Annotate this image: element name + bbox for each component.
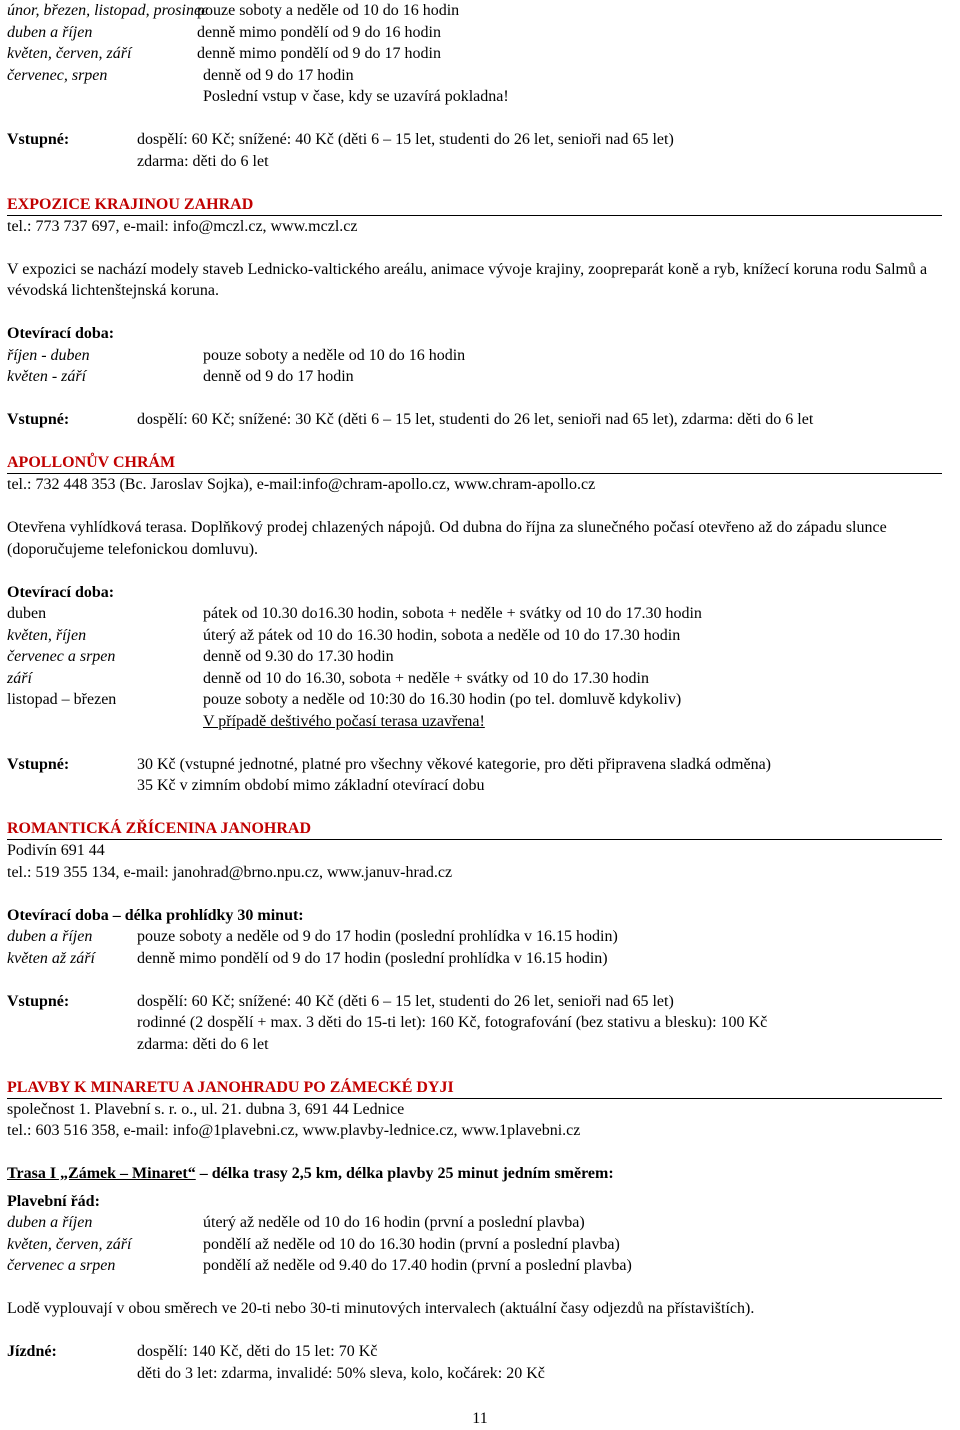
hours-label: říjen - duben — [7, 346, 90, 364]
schedule-label: červenec a srpen — [7, 1257, 116, 1274]
hours-value: pouze soboty a neděle od 10 do 16 hodin — [197, 2, 460, 19]
company-line: společnost 1. Plavební s. r. o., ul. 21. dubna 3, 691 44 Lednice — [7, 1100, 405, 1118]
page-number: 11 — [472, 1410, 488, 1427]
schedule-title: Plavební řád: — [7, 1192, 100, 1210]
hours-row — [7, 926, 942, 948]
hours-table-1 — [7, 0, 942, 108]
hours-label: květen, říjen — [7, 626, 87, 644]
hours-value: pouze soboty a neděle od 9 do 17 hodin (poslední prohlídka v 16.15 hodin) — [137, 928, 618, 945]
hours-label: duben a říjen — [7, 928, 93, 945]
admission-label: Vstupné: — [7, 755, 70, 773]
rain-notice: V případě deštivého počasí terasa uzavřena! — [203, 712, 485, 730]
hours-value: Poslední vstup v čase, kdy se uzavírá pokladna! — [203, 88, 509, 105]
hours-label: duben — [7, 605, 47, 622]
admission-line: rodinné (2 dospělí + max. 3 děti do 15-ti let): 160 Kč, fotografování (bez stativu a blesku): 100 Kč — [137, 1014, 768, 1031]
hours-value: pouze soboty a neděle od 10 do 16 hodin — [203, 346, 466, 364]
hours-value: pouze soboty a neděle od 10:30 do 16.30 hodin (po tel. domluvě kdykoliv) — [203, 691, 682, 708]
hours-value: denně mimo pondělí od 9 do 16 hodin — [197, 23, 441, 41]
section-title-expozice: EXPOZICE KRAJINOU ZAHRAD — [7, 194, 942, 216]
fare-line: dospělí: 140 Kč, děti do 15 let: 70 Kč — [137, 1343, 378, 1360]
hours-label: červenec, srpen — [7, 66, 108, 84]
hours-label: únor, březen, listopad, prosinec — [7, 2, 209, 19]
hours-label: červenec a srpen — [7, 648, 116, 665]
departure-note: Lodě vyplouvají v obou směrech ve 20-ti nebo 30-ti minutových intervalech (aktuální časy odjezdů na přístavištích). — [7, 1300, 755, 1317]
admission-label: Vstupné: — [7, 411, 70, 428]
hours-value: denně mimo pondělí od 9 do 17 hodin — [197, 45, 441, 62]
hours-row — [7, 366, 942, 388]
hours-value: denně od 9 do 17 hodin — [203, 66, 354, 84]
schedule-row — [7, 1212, 942, 1234]
schedule-value: úterý až neděle od 10 do 16 hodin (první a poslední plavba) — [203, 1214, 585, 1231]
section-title-plavby: PLAVBY K MINARETU A JANOHRADU PO ZÁMECKÉ DYJI — [7, 1077, 942, 1099]
schedule-row — [7, 1234, 942, 1256]
document-page — [7, 0, 942, 1384]
admission-line: 30 Kč (vstupné jednotné, platné pro všechny věkové kategorie, pro děti připravena sladká odměna) — [137, 755, 772, 773]
fare-label: Jízdné: — [7, 1343, 57, 1360]
contact-line: tel.: 732 448 353 (Bc. Jaroslav Sojka), e-mail:info@chram-apollo.cz, www.chram-apollo.cz — [7, 476, 596, 493]
hours-row — [7, 345, 942, 367]
hours-row — [7, 668, 942, 690]
schedule-value: pondělí až neděle od 9.40 do 17.40 hodin (první a poslední plavba) — [203, 1257, 632, 1274]
admission-label: Vstupné: — [7, 992, 70, 1010]
route-name: Trasa I „Zámek – Minaret“ — [7, 1165, 196, 1182]
schedule-value: pondělí až neděle od 10 do 16.30 hodin (první a poslední plavba) — [203, 1235, 620, 1253]
admission-line: zdarma: děti do 6 let — [137, 1035, 269, 1053]
opening-hours-title: Otevírací doba: — [7, 325, 115, 342]
opening-hours-title: Otevírací doba: — [7, 583, 115, 601]
section-title-janohrad: ROMANTICKÁ ZŘÍCENINA JANOHRAD — [7, 818, 942, 840]
hours-value: úterý až pátek od 10 do 16.30 hodin, sobota a neděle od 10 do 17.30 hodin — [203, 626, 681, 644]
route-info: – délka trasy 2,5 km, délka plavby 25 minut jedním směrem: — [195, 1165, 614, 1182]
contact-line: tel.: 773 737 697, e-mail: info@mczl.cz, www.mczl.cz — [7, 217, 358, 235]
admission-line: 35 Kč v zimním období mimo základní otevírací dobu — [137, 777, 485, 794]
admission-label: Vstupné: — [7, 131, 70, 148]
admission-block-2 — [7, 409, 942, 431]
address-line: Podivín 691 44 — [7, 842, 105, 859]
hours-row — [7, 65, 942, 87]
hours-row — [7, 625, 942, 647]
hours-label: listopad – březen — [7, 691, 117, 708]
hours-label: květen, červen, září — [7, 45, 132, 62]
opening-hours-title: Otevírací doba – délka prohlídky 30 minut: — [7, 906, 304, 924]
hours-value: denně od 10 do 16.30, sobota + neděle + svátky od 10 do 17.30 hodin — [203, 669, 649, 687]
schedule-label: duben a říjen — [7, 1214, 93, 1231]
hours-label: duben a říjen — [7, 23, 93, 41]
route-heading — [7, 1163, 942, 1185]
section-description: Otevřena vyhlídková terasa. Doplňkový prodej chlazených nápojů. Od dubna do října za slunečného počasí otevřeno až do západu slunce (doporučujeme telefonickou domluvu). — [7, 519, 887, 558]
hours-value: denně mimo pondělí od 9 do 17 hodin (poslední prohlídka v 16.15 hodin) — [137, 949, 608, 967]
hours-row — [7, 0, 942, 22]
admission-block-1 — [7, 129, 942, 172]
hours-label: květen - září — [7, 368, 87, 385]
schedule-label: květen, červen, září — [7, 1235, 132, 1253]
hours-row — [7, 948, 942, 970]
admission-line: zdarma: děti do 6 let — [137, 152, 269, 170]
hours-row — [7, 22, 942, 44]
hours-label: září — [7, 669, 32, 687]
contact-line: tel.: 603 516 358, e-mail: info@1plavebni.cz, www.plavby-lednice.cz, www.1plavebni.cz — [7, 1122, 581, 1139]
fare-block — [7, 1341, 942, 1384]
section-title-apollonuv-chram: APOLLONŮV CHRÁM — [7, 452, 942, 474]
hours-row — [7, 646, 942, 668]
rain-notice-row — [7, 711, 942, 733]
hours-label: květen až září — [7, 949, 95, 967]
hours-row — [7, 86, 942, 108]
admission-line: dospělí: 60 Kč; snížené: 40 Kč (děti 6 – 15 let, studenti do 26 let, senioři nad 65 let) — [137, 992, 674, 1010]
hours-value: pátek od 10.30 do16.30 hodin, sobota + neděle + svátky od 10 do 17.30 hodin — [203, 605, 702, 622]
hours-value: denně od 9 do 17 hodin — [203, 368, 354, 385]
admission-block-4 — [7, 991, 942, 1056]
hours-row — [7, 43, 942, 65]
admission-block-3 — [7, 754, 942, 797]
section-description: V expozici se nachází modely staveb Lednicko-valtického areálu, animace vývoje krajiny, zoopreparát koně a ryb, knížecí koruna rodu Salmů a vévodská lichtenštejnská koruna. — [7, 260, 928, 299]
admission-line: dospělí: 60 Kč; snížené: 30 Kč (děti 6 – 15 let, studenti do 26 let, senioři nad 65 let), zdarma: děti do 6 let — [137, 411, 814, 428]
schedule-row — [7, 1255, 942, 1277]
contact-line: tel.: 519 355 134, e-mail: janohrad@brno.npu.cz, www.januv-hrad.cz — [7, 863, 453, 881]
hours-row — [7, 603, 942, 625]
hours-value: denně od 9.30 do 17.30 hodin — [203, 648, 394, 665]
admission-line: dospělí: 60 Kč; snížené: 40 Kč (děti 6 – 15 let, studenti do 26 let, senioři nad 65 let) — [137, 131, 674, 148]
fare-line: děti do 3 let: zdarma, invalidé: 50% sleva, kolo, kočárek: 20 Kč — [137, 1364, 545, 1382]
hours-row — [7, 689, 942, 711]
